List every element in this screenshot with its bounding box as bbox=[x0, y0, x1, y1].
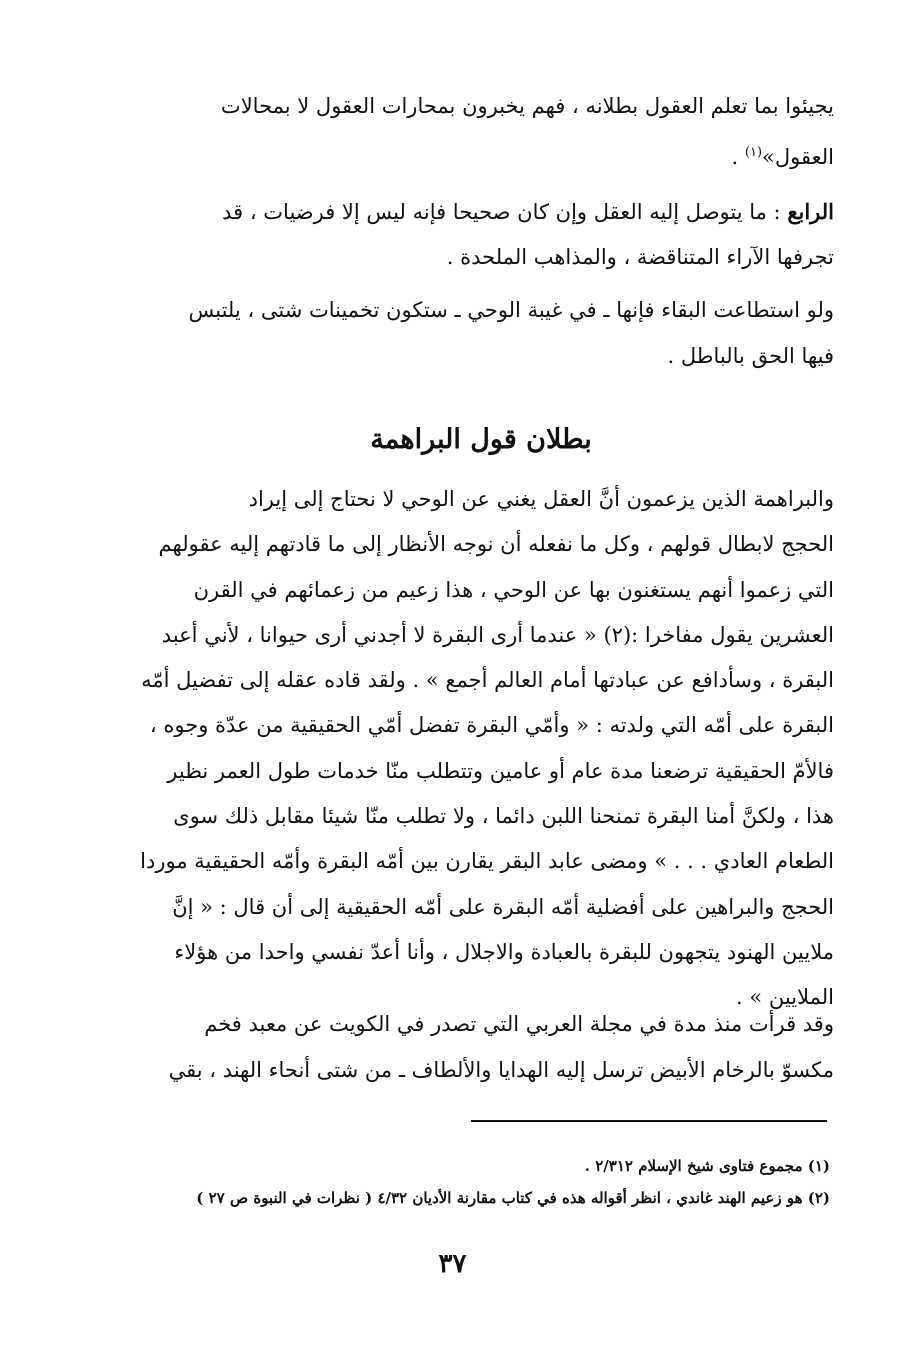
paragraph-line: والبراهمة الذين يزعمون أنَّ العقل يغني عن الوحي لا نحتاج إلى إيراد bbox=[248, 487, 834, 511]
paragraph-line: ولو استطاعت البقاء فإنها ـ في غيبة الوحي ـ ستكون تخمينات شتى ، يلتبس bbox=[188, 298, 834, 322]
paragraph-line: فالأمّ الحقيقية ترضعنا مدة عام أو عامين وتتطلب منّا خدمات طول العمر نظير bbox=[167, 758, 834, 783]
paragraph-line-text: العقول» bbox=[762, 144, 834, 169]
footnote-reference: (١) bbox=[744, 144, 763, 160]
paragraph-lead-word: الرابع bbox=[787, 199, 834, 224]
paragraph-4 bbox=[128, 477, 834, 1021]
paragraph-2 bbox=[128, 189, 834, 280]
footnote-divider bbox=[471, 1120, 827, 1122]
paragraph-line: العشرين يقول مفاخرا :(٢) « عندما أرى البقرة لا أجدني أرى حيوانا ، لأني أعبد bbox=[161, 622, 834, 647]
paragraph-line: مكسوّ بالرخام الأبيض ترسل إليه الهدايا والألطاف ـ من شتى أنحاء الهند ، بقي bbox=[168, 1057, 834, 1082]
footnotes bbox=[130, 1150, 830, 1214]
paragraph-line-end: . bbox=[731, 144, 745, 169]
paragraph-line bbox=[128, 130, 834, 176]
paragraph-line: وقد قرأت منذ مدة في مجلة العربي التي تصدر في الكويت عن معبد فخم bbox=[204, 1012, 834, 1036]
paragraph-line bbox=[128, 189, 834, 235]
paragraph-line: البقرة ، وسأدافع عن عبادتها أمام العالم أجمع » . ولقد قاده عقله إلى تفضيل أمّه bbox=[141, 668, 834, 693]
paragraph-line: التي زعموا أنهم يستغنون بها عن الوحي ، هذا زعيم من زعمائهم في القرن bbox=[193, 577, 834, 602]
paragraph-line: ملايين الهنود يتجهون للبقرة بالعبادة والاجلال ، وأنا أعدّ نفسي واحدا من هؤلاء bbox=[174, 939, 834, 964]
paragraph-line: هذا ، ولكنَّ أمنا البقرة تمنحنا اللبن دائما ، ولا تطلب منّا شيئا مقابل ذلك سوى bbox=[173, 804, 834, 829]
page-number: ٣٧ bbox=[438, 1249, 467, 1279]
paragraph-line-text: : ما يتوصل إليه العقل وإن كان صحيحا فإنه ليس إلا فرضيات ، قد bbox=[222, 200, 788, 224]
paragraph-line: الطعام العادي . . . » ومضى عابد البقر يقارن بين أمّه البقرة وأمّه الحقيقية موردا bbox=[140, 849, 834, 874]
paragraph-line: تجرفها الآراء المتناقضة ، والمذاهب الملحدة . bbox=[446, 244, 834, 269]
footnote-1: (١) مجموع فتاوى شيخ الإسلام ٢/٣١٢ . bbox=[584, 1157, 830, 1175]
paragraph-1 bbox=[128, 84, 834, 175]
paragraph-line: البقرة على أمّه التي ولدته : « وأمّي البقرة تفضل أمّي الحقيقية من عدّة وجوه ، bbox=[149, 713, 834, 738]
paragraph-line: يجيئوا بما تعلم العقول بطلانه ، فهم يخبرون بمحارات العقول لا بمحالات bbox=[220, 94, 834, 118]
paragraph-line: الحجج والبراهين على أفضلية أمّه البقرة على أمّه الحقيقية إلى أن قال : « إنَّ bbox=[172, 894, 834, 919]
section-heading: بطلان قول البراهمة bbox=[370, 424, 592, 455]
paragraph-line: الحجج لابطال قولهم ، وكل ما نفعله أن نوجه الأنظار إلى ما قادتهم إليه عقولهم bbox=[158, 532, 834, 557]
paragraph-line: الملايين » . bbox=[736, 985, 834, 1010]
paragraph-3 bbox=[128, 288, 834, 379]
paragraph-line: فيها الحق بالباطل . bbox=[667, 343, 834, 368]
paragraph-5 bbox=[128, 1002, 834, 1093]
footnote-2: (٢) هو زعيم الهند غاندي ، انظر أقواله هذه في كتاب مقارنة الأديان ٤/٣٢ ( نظرات في النبوة ص ٢٧ ) bbox=[196, 1189, 830, 1207]
